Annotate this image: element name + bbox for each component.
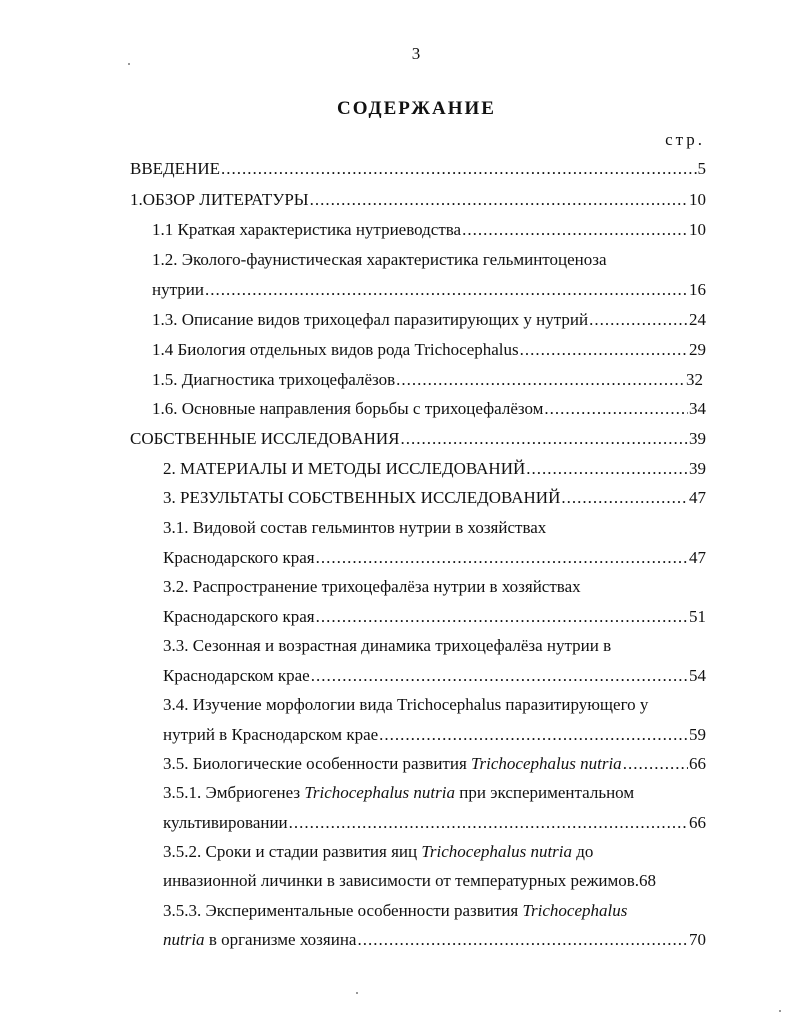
leader-dots — [289, 812, 688, 834]
toc-entry-title — [163, 842, 593, 861]
toc-entry-line1 — [163, 635, 706, 657]
toc-entry-page: 59 — [689, 725, 706, 744]
leader-dots — [311, 665, 688, 687]
toc-entry-title-text: при экспериментальном — [455, 783, 635, 802]
toc-entry-title: 3.2. Распространение трихоцефалёза нутрии в хозяйствах — [163, 577, 581, 596]
toc-entry-title: 1.ОБЗОР ЛИТЕРАТУРЫ — [130, 190, 309, 209]
toc-entry-page: 66 — [689, 813, 706, 832]
toc-entry-page: 47 — [689, 488, 706, 507]
leader-dots — [589, 309, 688, 331]
toc-entry-line1 — [163, 517, 706, 539]
toc-entry-page: 39 — [689, 429, 706, 448]
toc-entry — [163, 487, 706, 509]
toc-entry-line1 — [163, 900, 706, 922]
toc-entry-page: 70 — [689, 930, 706, 949]
toc-entry — [163, 870, 706, 892]
toc-entry-line1 — [163, 841, 706, 863]
toc-entry — [130, 158, 706, 180]
toc-entry-title: СОБСТВЕННЫЕ ИССЛЕДОВАНИЯ — [130, 429, 400, 448]
leader-dots — [310, 189, 688, 211]
toc-entry-page: 32 — [686, 370, 703, 389]
leader-dots — [520, 339, 688, 361]
toc-entry-title-text: до — [572, 842, 594, 861]
toc-entry-title-text: 3.5. Биологические особенности развития — [163, 754, 472, 773]
species-name: nutria — [163, 930, 205, 949]
species-name: Trichocephalus — [522, 901, 628, 920]
toc-entry — [130, 428, 706, 450]
toc-entry-line1 — [163, 694, 706, 716]
scan-speck — [128, 63, 130, 65]
toc-entry-title: 1.4 Биология отдельных видов рода Trichocephalus — [152, 340, 519, 359]
toc-entry-title: 1.5. Диагностика трихоцефалёзов — [152, 370, 396, 389]
toc-entry — [152, 219, 706, 241]
toc-entry-page: 34 — [689, 399, 706, 418]
leader-dots — [316, 547, 688, 569]
toc-entry-line1 — [152, 249, 706, 271]
toc-entry-page: 51 — [689, 607, 706, 626]
toc-entry-page: 24 — [689, 310, 706, 329]
toc-entry-title: 3. РЕЗУЛЬТАТЫ СОБСТВЕННЫХ ИССЛЕДОВАНИЙ — [163, 488, 561, 507]
toc-entry-page: 68 — [638, 871, 656, 890]
toc-entry-page: 16 — [689, 280, 706, 299]
leader-dots — [462, 219, 688, 241]
leader-dots — [623, 753, 688, 775]
toc-entry — [130, 189, 706, 211]
toc-entry — [152, 309, 706, 331]
toc-entry-page: 29 — [689, 340, 706, 359]
toc-entry-title-cont: инвазионной личинки в зависимости от температурных режимов. — [163, 871, 639, 890]
toc-entry-title: 1.3. Описание видов трихоцефал паразитирующих у нутрий — [152, 310, 589, 329]
toc-entry-title-cont — [163, 929, 356, 951]
toc-entry-title-cont: нутрий в Краснодарском крае — [163, 725, 379, 744]
toc-entry-title: 3.3. Сезонная и возрастная динамика трихоцефалёза нутрии в — [163, 636, 612, 655]
toc-entry-page: 39 — [689, 459, 706, 478]
toc-entry-title-text: 3.5.3. Экспериментальные особенности развития — [163, 901, 523, 920]
toc-entry — [163, 753, 706, 775]
toc-entry-title: 1.1 Краткая характеристика нутриеводства — [152, 220, 462, 239]
species-name: Trichocephalus nutria — [304, 783, 455, 802]
toc-entry — [163, 665, 706, 687]
leader-dots — [205, 279, 688, 301]
toc-entry-page: 54 — [689, 666, 706, 685]
toc-entry-title: ВВЕДЕНИЕ — [130, 159, 220, 178]
toc-entry — [152, 369, 703, 391]
leader-dots — [379, 724, 688, 746]
toc-entry-title-text: 3.5.1. Эмбриогенез — [163, 783, 305, 802]
toc-entry-title: 2. МАТЕРИАЛЫ И МЕТОДЫ ИССЛЕДОВАНИЙ — [163, 459, 526, 478]
toc-entry-title-cont: нутрии — [152, 280, 204, 299]
species-name: Trichocephalus nutria — [421, 842, 573, 861]
toc-entry-line1 — [163, 782, 706, 804]
toc-entry-title: 1.6. Основные направления борьбы с трихоцефалёзом — [152, 399, 544, 418]
toc-entry — [163, 724, 706, 746]
toc-entry — [152, 398, 706, 420]
toc-entry-title — [163, 901, 627, 920]
toc-entry — [163, 929, 706, 951]
leader-dots — [544, 398, 688, 420]
toc-entry-line1 — [163, 576, 706, 598]
leader-dots — [221, 158, 697, 180]
toc-entry-title: 3.4. Изучение морфологии вида Trichocephalus паразитирующего у — [163, 695, 649, 714]
toc-entry — [152, 279, 706, 301]
page-title: СОДЕРЖАНИЕ — [337, 98, 496, 119]
page-column-label: стр. — [665, 130, 705, 149]
leader-dots — [561, 487, 688, 509]
species-name: Trichocephalus nutria — [471, 754, 622, 773]
leader-dots — [396, 369, 685, 391]
toc-entry-page: 10 — [689, 220, 706, 239]
toc-entry-title: 3.1. Видовой состав гельминтов нутрии в хозяйствах — [163, 518, 547, 537]
toc-entry — [163, 812, 706, 834]
scan-speck — [779, 1010, 781, 1012]
toc-entry — [163, 606, 706, 628]
toc-entry-title-cont: Краснодарского края — [163, 607, 315, 626]
toc-entry-page: 47 — [689, 548, 706, 567]
toc-entry-title-cont: культивировании — [163, 813, 288, 832]
toc-entry-title-text: в организме хозяина — [204, 930, 357, 949]
leader-dots — [316, 606, 688, 628]
toc-entry-page: 66 — [689, 754, 706, 773]
toc-entry-title: 1.2. Эколого-фаунистическая характеристика гельминтоценоза — [152, 250, 607, 269]
toc-entry-title — [163, 783, 634, 802]
toc-entry — [152, 339, 706, 361]
toc-entry-title — [163, 753, 622, 775]
leader-dots — [357, 929, 688, 951]
toc-entry — [163, 547, 706, 569]
toc-entry — [163, 458, 706, 480]
page-number: 3 — [411, 44, 421, 63]
toc-entry-title-cont: Краснодарском крае — [163, 666, 310, 685]
leader-dots — [526, 458, 688, 480]
toc-entry-title-cont: Краснодарского края — [163, 548, 315, 567]
toc-entry-page: 10 — [689, 190, 706, 209]
scan-speck — [356, 992, 358, 994]
toc-entry-title-text: 3.5.2. Сроки и стадии развития яиц — [163, 842, 422, 861]
leader-dots — [400, 428, 688, 450]
toc-entry-page: 5 — [697, 159, 706, 178]
